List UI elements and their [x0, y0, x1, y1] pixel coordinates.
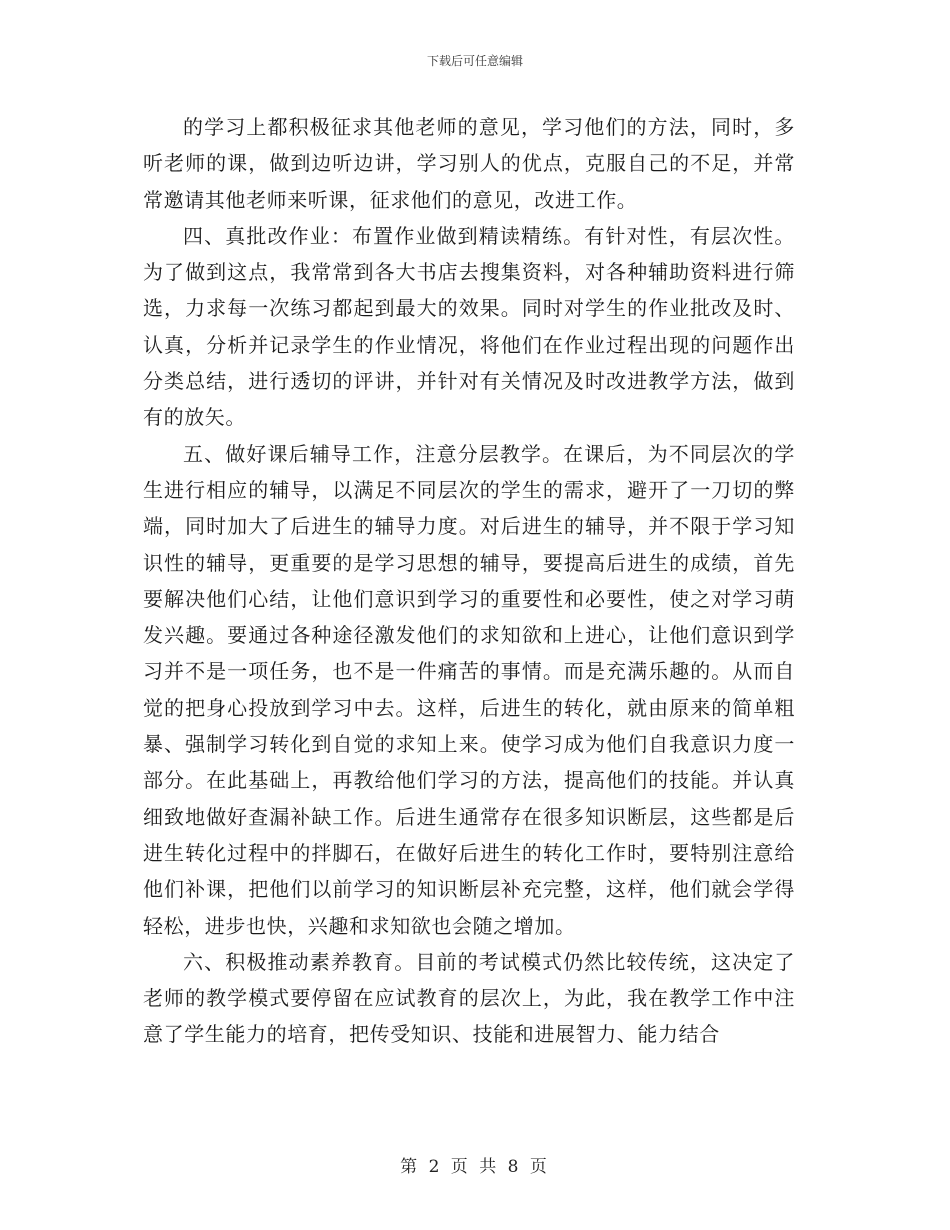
page-number: 第 2 页 共 8 页	[400, 1157, 550, 1177]
paragraph: 的学习上都积极征求其他老师的意见，学习他们的方法，同时，多听老师的课，做到边听边讲，学习别人的优点，克服自己的不足，并常常邀请其他老师来听课，征求他们的意见，改进工作。	[143, 115, 795, 212]
page-header: 下载后可任意编辑	[426, 54, 523, 68]
paragraph: 五、做好课后辅导工作，注意分层教学。在课后，为不同层次的学生进行相应的辅导，以满足不同层次的学生的需求，避开了一刀切的弊端，同时加大了后进生的辅导力度。对后进生的辅导，并不限于学习知识性的辅导，更重要的是学习思想的辅导，要提高后进生的成绩，首先要解决他们心结，让他们意识到学习的重要性和必要性，使之对学习萌发兴趣。要通过各种途径激发他们的求知欲和上进心，让他们意识到学习并不是一项任务，也不是一件痛苦的事情。而是充满乐趣的。从而自觉的把身心投放到学习中去。这样，后进生的转化，就由原来的简单粗暴、强制学习转化到自觉的求知上来。使学习成为他们自我意识力度一部分。在此基础上，再教给他们学习的方法，提高他们的技能。并认真细致地做好查漏补缺工作。后进生通常存在很多知识断层，这些都是后进生转化过程中的拌脚石，在做好后进生的转化工作时，要特别注意给他们补课，把他们以前学习的知识断层补充完整，这样，他们就会学得轻松，进步也快，兴趣和求知欲也会随之增加。	[143, 441, 795, 938]
paragraph: 六、积极推动素养教育。目前的考试模式仍然比较传统，这决定了老师的教学模式要停留在应试教育的层次上，为此，我在教学工作中注意了学生能力的培育，把传受知识、技能和进展智力、能力结合	[143, 949, 795, 1047]
document-body	[143, 109, 795, 1053]
paragraph: 四、真批改作业：布置作业做到精读精练。有针对性，有层次性。为了做到这点，我常常到各大书店去搜集资料，对各种辅助资料进行筛选，力求每一次练习都起到最大的效果。同时对学生的作业批改及时、认真，分析并记录学生的作业情况，将他们在作业过程出现的问题作出分类总结，进行透切的评讲，并针对有关情况及时改进教学方法，做到有的放矢。	[143, 223, 795, 430]
